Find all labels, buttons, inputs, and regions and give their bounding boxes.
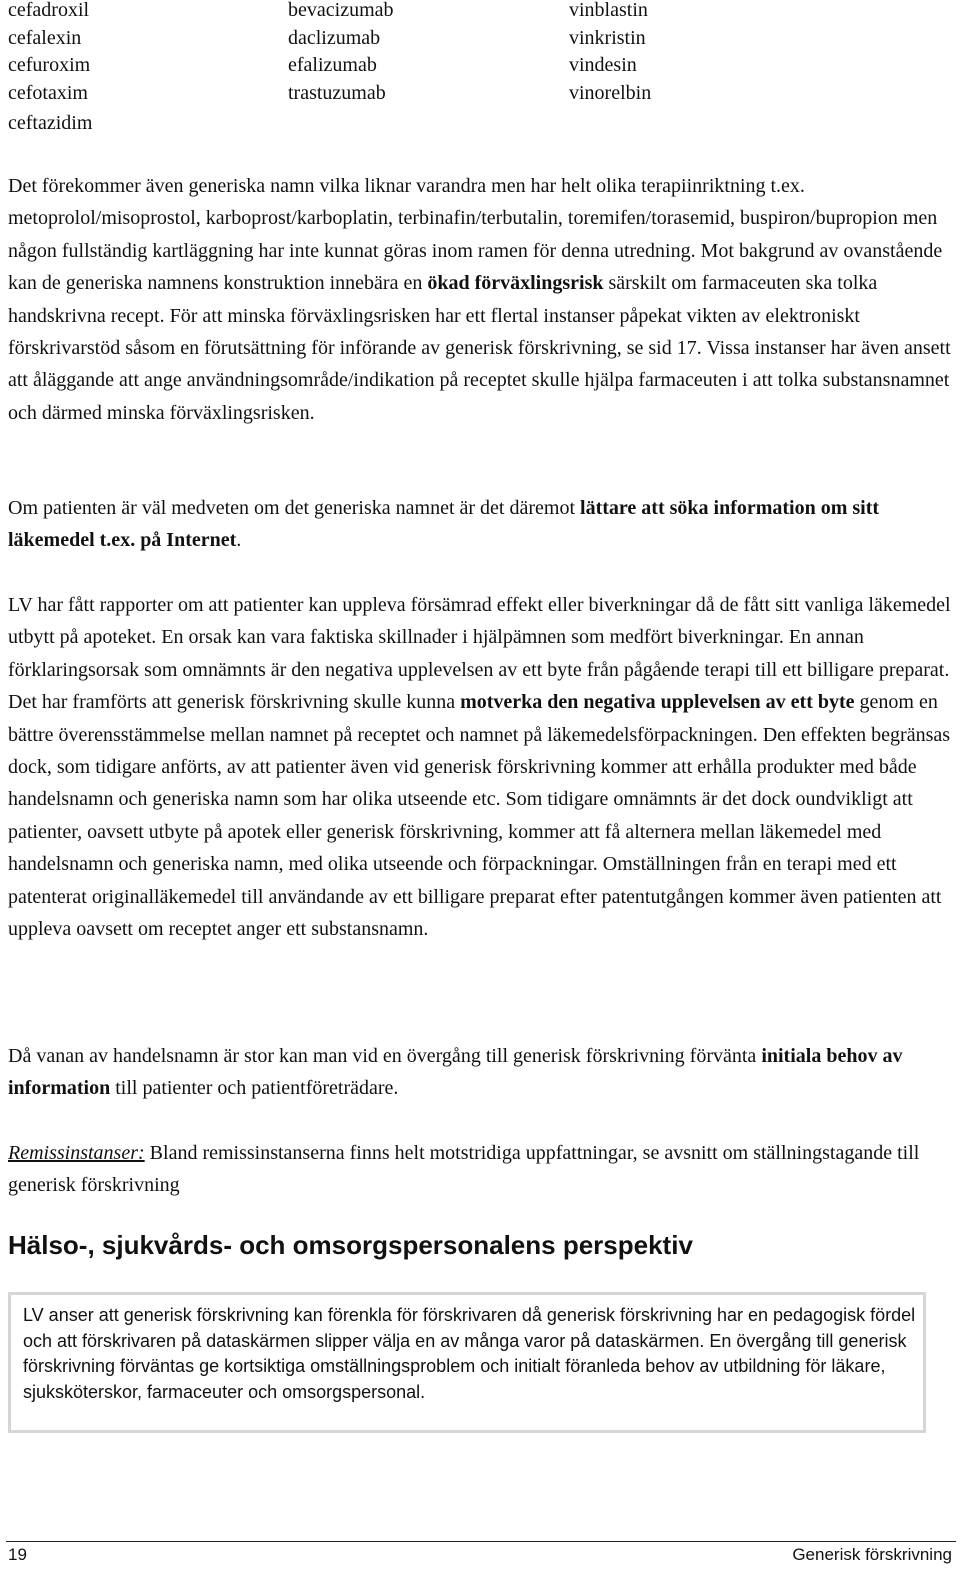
drug-name: vindesin (569, 54, 637, 76)
drug-name: ceftazidim (8, 112, 93, 134)
text: genom en bättre överensstämmelse mellan namnet på receptet och namnet på läkemedelsförpackningen. Den effekten begränsas dock, som tidigare anförts, av att patienter även vid generisk förskrivning kommer att erhålla produkter med både handelsnamn och generiska namn som har olika utseende etc. Som tidigare omnämnts är det dock oundvikligt att patienter, oavsett utbyte på apotek eller generisk förskrivning, kommer att få alternera mellan läkemedel med handelsnamn och generiska namn, med olika utseende och förpackningar. Omställningen från en terapi med ett patenterat originalläkemedel till användande av ett billigare preparat efter patentutgången kommer även patienten att uppleva oavsett om receptet anger ett substansnamn. (8, 691, 951, 941)
lv-opinion-box (8, 1292, 926, 1433)
text: särskilt om farmaceuten ska tolka handskrivna recept. För att minska förväxlingsrisken har ett flertal instanser påpekat vikten av elektroniskt förskrivarstöd såsom en förutsättning för införande av generisk förskrivning, se sid 17. Vissa instanser har även ansett att åläggande att ange användningsområde/indikation på receptet skulle hjälpa farmaceuten i att tolka substansnamnet och därmed minska förväxlingsrisken. (8, 272, 951, 424)
footer-divider (6, 1541, 956, 1542)
antibody-column (288, 0, 569, 138)
section-heading: Hälso-, sjukvårds- och omsorgspersonalens perspektiv (8, 1230, 693, 1260)
drug-name: trastuzumab (288, 81, 386, 104)
text: till patienter och patientföreträdare. (110, 1077, 399, 1100)
drug-name: vinorelbin (569, 81, 652, 104)
text: Det förekommer även generiska namn vilka liknar varandra men har helt olika terapiinriktning t.ex. metoprolol/misoprostol, karboprost/karboplatin, terbinafin/terbutalin, toremifen/torasemid, buspiron/bupropion men någon fullständig kartläggning har inte kunnat göras inom ramen för denna utredning. Mot bakgrund av ovanstående kan de generiska namnens konstruktion innebära en (8, 175, 943, 295)
drug-name: cefalexin (8, 26, 82, 49)
text: Då vanan av handelsnamn är stor kan man vid en övergång till generisk förskrivning förvänta (8, 1045, 762, 1067)
drug-name: cefotaxim (8, 81, 88, 104)
document-title: Generisk förskrivning (792, 1545, 952, 1564)
paragraph-patient-reports (8, 589, 953, 945)
remissinstanser-label: Remissinstanser: (8, 1142, 145, 1164)
text: Bland remissinstanserna finns helt motstridiga uppfattningar, se avsnitt om ställningstagande till generisk förskrivning (8, 1142, 920, 1197)
drug-name: bevacizumab (288, 0, 394, 21)
paragraph-internet-info (8, 492, 953, 557)
bold-text: ökad förväxlingsrisk (427, 272, 604, 295)
paragraph-information-needs (8, 1040, 953, 1105)
drug-name-columns (8, 0, 651, 138)
text: Om patienten är väl medveten om det generiska namnet är det däremot (8, 497, 581, 519)
drug-name: daclizumab (288, 26, 381, 49)
page-number: 19 (8, 1545, 27, 1564)
text: . (236, 529, 242, 552)
drug-name: vinkristin (569, 26, 646, 49)
drug-name: cefuroxim (8, 54, 91, 76)
drug-name: vinblastin (569, 0, 648, 21)
bold-text: initiala behov av information (8, 1045, 903, 1100)
paragraph-remissinstanser (8, 1137, 953, 1202)
bold-text: lättare att söka information om sitt läkemedel t.ex. på Internet (8, 497, 880, 552)
text: LV har fått rapporter om att patienter kan uppleva försämrad effekt eller biverkningar då de fått sitt vanliga läkemedel utbytt på apoteket. En orsak kan vara faktiska skillnader i hjälpämnen som medfört biverkningar. En annan förklaringsorsak som omnämnts är den negativa upplevelsen av ett byte från pågående terapi till ett billigare preparat. Det har framförts att generisk förskrivning skulle kunna (8, 594, 951, 714)
paragraph-confusion-risk (8, 170, 953, 429)
drug-name: cefadroxil (8, 0, 90, 21)
box-text: LV anser att generisk förskrivning kan förenkla för förskrivaren då generisk förskrivning har en pedagogisk fördel och att förskrivaren på dataskärmen slipper välja en av många varor på dataskärmen. En övergång till generisk förskrivning förväntas ge kortsiktiga omställningsproblem och initialt föranleda behov av utbildning för läkare, sjuksköterskor, farmaceuter och omsorgspersonal. (23, 1305, 916, 1402)
bold-text: motverka den negativa upplevelsen av ett byte (460, 691, 855, 714)
drug-name: efalizumab (288, 54, 377, 76)
vinca-column (569, 0, 651, 138)
cefalosporin-column (8, 0, 288, 138)
